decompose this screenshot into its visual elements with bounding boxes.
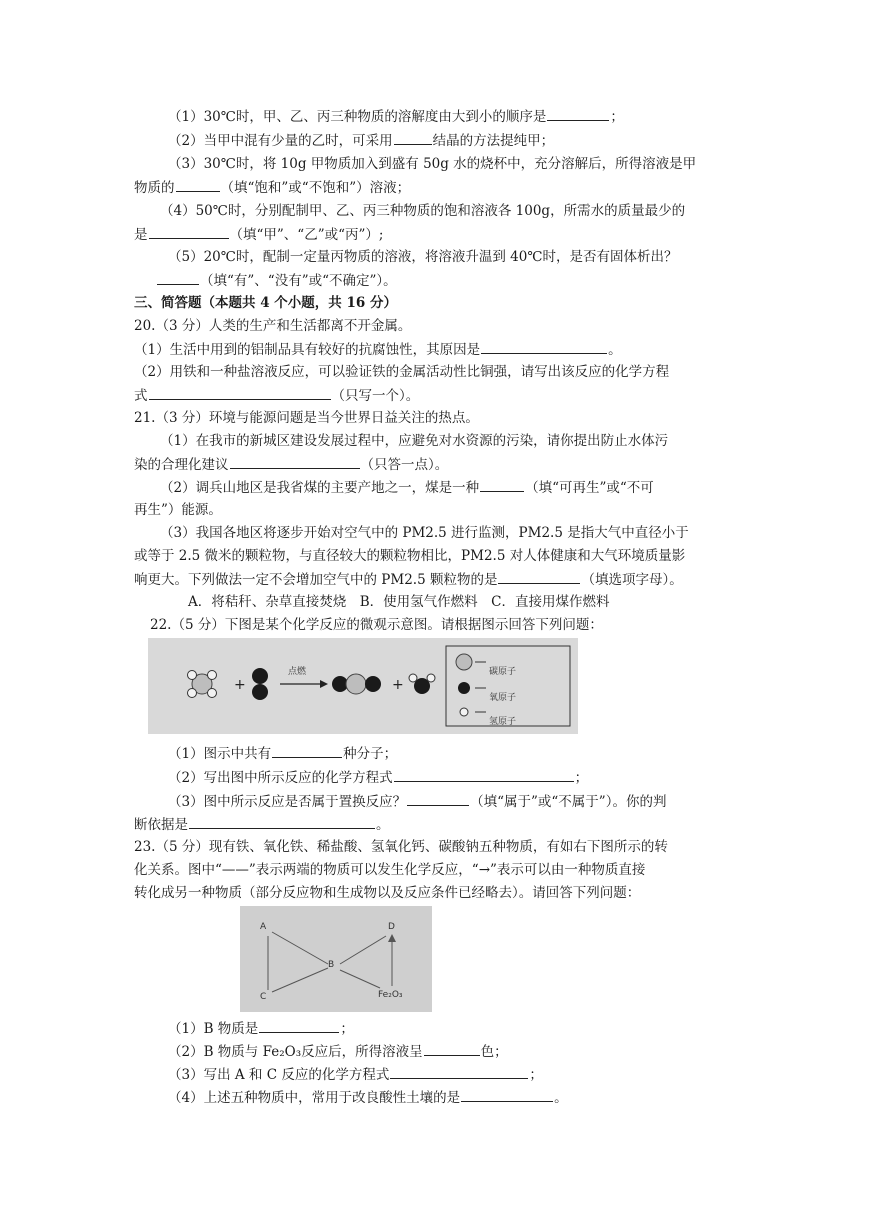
q21-part2-line1: （2）调兵山地区是我省煤的主要产地之一，煤是一种 （填“可再生”或“不可 — [160, 477, 654, 498]
q20-stem: 20.（3 分）人类的生产和生活都离不开金属。 — [134, 318, 412, 334]
node-a: A — [260, 922, 267, 932]
q19-part5-line1: （5）20℃时，配制一定量丙物质的溶液，将溶液升温到 40℃时，是否有固体析出？ — [168, 249, 678, 265]
carbon-dioxide-molecule — [332, 674, 381, 694]
q20-part2-line2: 式 （只写一个）。 — [134, 385, 419, 406]
q22-part1: （1）图示中共有 种分子； — [168, 743, 397, 764]
answer-blank[interactable] — [259, 1018, 339, 1033]
arrow-label: 点燃 — [288, 667, 307, 677]
q19-part2: （2）当甲中混有少量的乙时，可采用 结晶的方法提纯甲； — [168, 130, 554, 151]
q23-part4: （4）上述五种物质中，常用于改良酸性土壤的是 。 — [168, 1087, 568, 1108]
transformation-diagram — [240, 906, 432, 1012]
q21-part1-line1: （1）在我市的新城区建设发展过程中，应避免对水资源的污染，请你提出防止水体污 — [160, 433, 669, 449]
q21-options: A．将秸秆、杂草直接焚烧 B．使用氢气作燃料 C．直接用煤作燃料 — [188, 594, 610, 610]
q19-part1: （1）30℃时，甲、乙、丙三种物质的溶解度由大到小的顺序是 ； — [168, 106, 624, 127]
answer-blank[interactable] — [547, 106, 609, 121]
arrow-up-icon — [388, 934, 396, 942]
plus-sign: + — [234, 677, 246, 693]
q19-part3-line1: （3）30℃时，将 10g 甲物质加入到盛有 50g 水的烧杯中，充分溶解后，所得溶液是甲 — [168, 156, 697, 172]
q23-part3: （3）写出 A 和 C 反应的化学方程式 ； — [168, 1064, 543, 1085]
answer-blank[interactable] — [407, 791, 469, 806]
methane-molecule — [188, 671, 217, 698]
q22-stem: 22.（5 分）下图是某个化学反应的微观示意图。请根据图示回答下列问题： — [150, 617, 603, 633]
q23-part1: （1）B 物质是 ； — [168, 1018, 354, 1039]
answer-blank[interactable] — [390, 1064, 528, 1079]
b-fe2o3-line — [340, 970, 380, 988]
node-c: C — [260, 992, 267, 1002]
q23-stem-line1: 23.（5 分）现有铁、氧化铁、稀盐酸、氢氧化钙、碳酸钠五种物质，有如右下图所示的转 — [134, 839, 668, 855]
answer-blank[interactable] — [394, 767, 574, 782]
answer-blank[interactable] — [272, 743, 342, 758]
legend-carbon: 碳原子 — [489, 667, 517, 677]
legend-hydrogen: 氢原子 — [489, 717, 517, 727]
node-fe2o3: Fe₂O₃ — [378, 990, 403, 1000]
answer-blank[interactable] — [189, 814, 375, 829]
answer-blank[interactable] — [394, 130, 432, 145]
answer-blank[interactable] — [157, 270, 199, 285]
q19-part4-line1: （4）50℃时，分别配制甲、乙、丙三种物质的饱和溶液各 100g，所需水的质量最少的 — [160, 203, 686, 219]
a-b-line — [272, 932, 328, 964]
node-b: B — [328, 960, 335, 970]
answer-blank[interactable] — [230, 454, 360, 469]
reaction-diagram — [148, 638, 578, 734]
q20-part2-line1: （2）用铁和一种盐溶液反应，可以验证铁的金属活动性比铜强，请写出该反应的化学方程 — [134, 364, 670, 380]
q21-part3-line2: 或等于 2.5 微米的颗粒物，与直径较大的颗粒物相比，PM2.5 对人体健康和大气环境质量影 — [134, 548, 686, 564]
answer-blank[interactable] — [481, 339, 607, 354]
q21-stem: 21.（3 分）环境与能源问题是当今世界日益关注的热点。 — [134, 410, 479, 426]
q22-part3-line1: （3）图中所示反应是否属于置换反应？ （填“属于”或“不属于”）。你的判 — [168, 791, 666, 812]
q19-part5-line2: （填“有”、“没有”或“不确定”）。 — [156, 270, 397, 291]
q21-part3-line1: （3）我国各地区将逐步开始对空气中的 PM2.5 进行监测，PM2.5 是指大气中直径小于 — [160, 525, 689, 541]
hydrogen-atom-icon — [460, 708, 468, 716]
answer-blank[interactable] — [498, 569, 580, 584]
q21-part3-line3: 响更大。下列做法一定不会增加空气中的 PM2.5 颗粒物的是 （填选项字母）。 — [134, 569, 683, 590]
arrow-head-icon — [320, 680, 328, 688]
answer-blank[interactable] — [149, 224, 229, 239]
q19-part4-line2: 是 （填“甲”、“乙”或“丙”）; — [134, 224, 383, 245]
c-b-line — [272, 968, 328, 992]
answer-blank[interactable] — [424, 1041, 480, 1056]
carbon-atom-icon — [456, 654, 472, 670]
water-molecule — [409, 674, 435, 694]
q23-stem-line2: 化关系。图中“——”表示两端的物质可以发生化学反应，“→”表示可以由一种物质直接 — [134, 862, 646, 878]
q21-part1-line2: 染的合理化建议 （只答一点）。 — [134, 454, 448, 475]
node-d: D — [388, 922, 395, 932]
q23-stem-line3: 转化成另一种物质（部分反应物和生成物以及反应条件已经略去）。请回答下列问题： — [134, 885, 641, 901]
q22-part3-line2: 断依据是 。 — [134, 814, 390, 835]
q22-part2: （2）写出图中所示反应的化学方程式 ； — [168, 767, 588, 788]
oxygen-molecule — [252, 668, 268, 700]
answer-blank[interactable] — [149, 385, 331, 400]
section-title: 三、简答题（本题共 4 个小题，共 16 分） — [134, 295, 397, 311]
plus-sign: + — [392, 677, 404, 693]
q20-part1: （1）生活中用到的铝制品具有较好的抗腐蚀性，其原因是 。 — [134, 339, 622, 360]
answer-blank[interactable] — [461, 1087, 553, 1102]
oxygen-atom-icon — [458, 682, 470, 694]
q23-part2: （2）B 物质与 Fe₂O₃反应后，所得溶液呈 色； — [168, 1041, 508, 1062]
answer-blank[interactable] — [176, 177, 220, 192]
transformation-diagram-svg — [240, 906, 432, 1012]
answer-blank[interactable] — [480, 477, 524, 492]
q19-part3-line2: 物质的 （填“饱和”或“不饱和”）溶液； — [134, 177, 410, 198]
q21-part2-line2: 再生”）能源。 — [134, 502, 222, 518]
b-d-line — [340, 936, 386, 964]
legend-oxygen: 氧原子 — [489, 693, 517, 703]
